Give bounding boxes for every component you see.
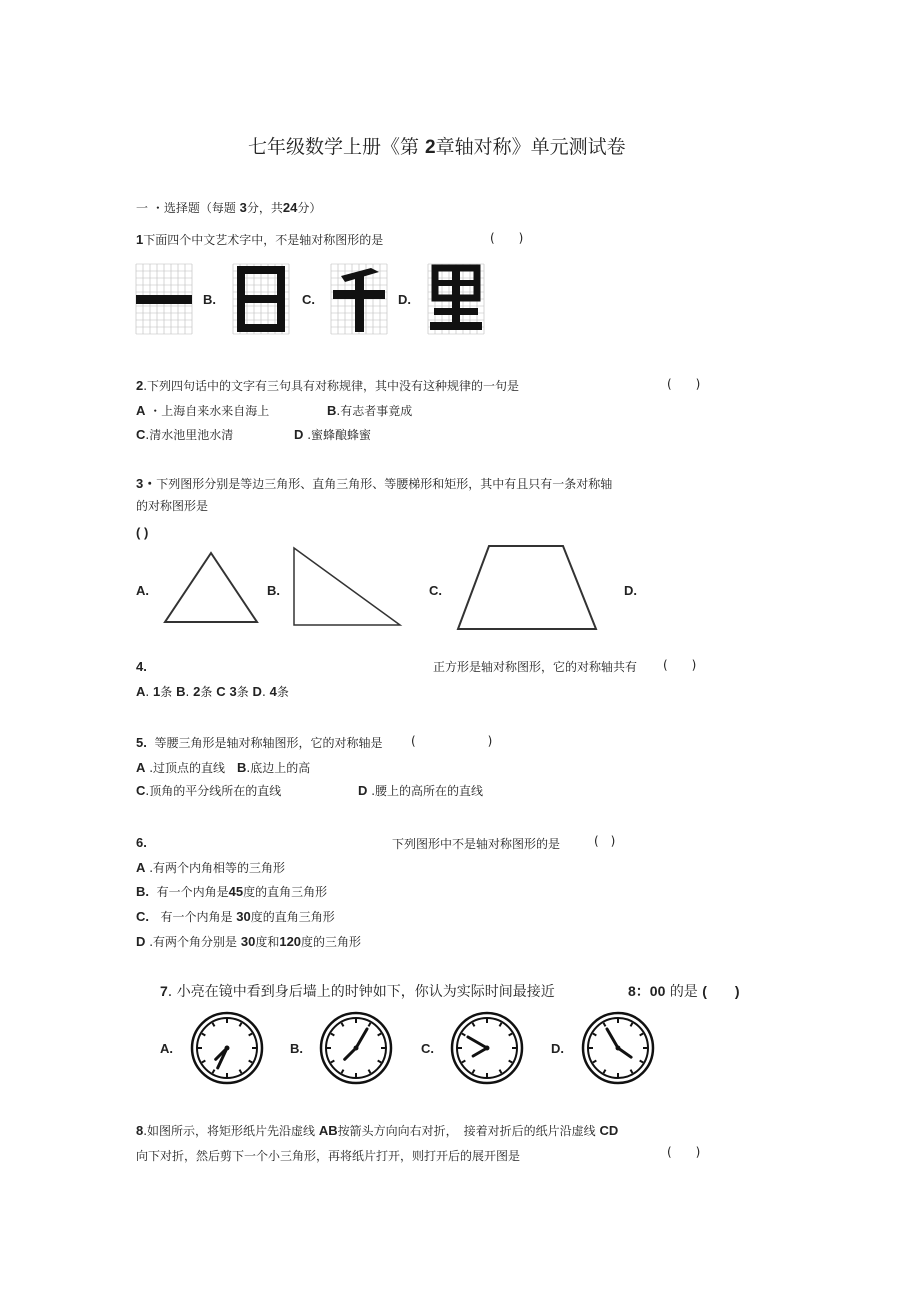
option-letter: C (136, 427, 146, 442)
question-5 (136, 735, 383, 751)
option-letter: C (216, 684, 226, 699)
answer-paren: ( ) (594, 834, 616, 848)
option-letter: C (136, 783, 146, 798)
option-letter: A (136, 760, 146, 775)
label-ab: AB (318, 1123, 338, 1138)
question-number: 1 (136, 232, 144, 247)
option-text: 有一个内角是 (160, 910, 237, 924)
option-text: .有两个角分别是 (149, 935, 241, 949)
glyph-stroke (241, 295, 281, 303)
section-total: 24 (282, 200, 298, 215)
q1-char-grid-c (331, 264, 387, 334)
option-letter: A (136, 860, 146, 875)
option-label: A. (136, 583, 149, 598)
section-text: 分） (297, 201, 322, 215)
option-text: .蜜蜂酿蜂蜜 (307, 428, 372, 442)
option-text: . (261, 685, 266, 699)
option-letter: B (176, 684, 186, 699)
option-letter: B (327, 403, 337, 418)
answer-paren: ( ) (702, 983, 740, 999)
right-triangle-shape (290, 545, 405, 630)
question-number: 8 (136, 1123, 144, 1138)
clock-center-dot (354, 1046, 359, 1051)
clock-center-dot (225, 1046, 230, 1051)
clock-a (190, 1011, 264, 1085)
option-text: 度的三角形 (301, 935, 362, 949)
question-3 (136, 476, 612, 492)
clock-center-dot (616, 1046, 621, 1051)
answer-paren: ( ) (411, 734, 493, 748)
question-text: 下面四个中文艺术字中，不是轴对称图形的是 (143, 233, 384, 247)
option-text: .清水池里池水清 (145, 428, 234, 442)
answer-paren: ( ) (667, 377, 701, 391)
option-letter: D (136, 934, 146, 949)
question-number: 6. (136, 835, 147, 850)
question-7 (160, 981, 555, 1001)
section-score: 3 (239, 200, 247, 215)
option-label: A. (160, 1041, 173, 1056)
option-text: 度和 (255, 935, 280, 949)
question-text: .如图所示，将矩形纸片先沿虚线 (143, 1124, 319, 1138)
option-text: ・上海自来水来自海上 (149, 404, 270, 418)
clock-c (450, 1011, 524, 1085)
question-text: .下列四句话中的文字有三句具有对称规律，其中没有这种规律的一句是 (143, 379, 520, 393)
option-value: 45 (228, 884, 244, 899)
isosceles-trapezoid-shape (455, 542, 600, 634)
option-b (327, 403, 412, 419)
option-a (136, 403, 269, 419)
option-text: . (145, 685, 150, 699)
glyph-stroke (434, 308, 478, 315)
question-text: . 小亮在镜中看到身后墙上的时钟如下，你认为实际时间最接近 (167, 984, 555, 1000)
option-c (136, 783, 281, 799)
option-value: 4 (269, 684, 277, 699)
title-chapter-number: 2 (425, 137, 436, 158)
question-8 (136, 1123, 618, 1139)
glyph-stroke (452, 268, 460, 328)
option-text: .过顶点的直线 (149, 761, 226, 775)
clock-center-dot (485, 1046, 490, 1051)
section-header (136, 200, 321, 216)
question-text: 的是 (669, 984, 698, 1000)
option-text: .腰上的高所在的直线 (371, 784, 484, 798)
question-1 (136, 232, 383, 248)
option-text: 度的直角三角形 (250, 910, 335, 924)
option-value: 3 (229, 684, 237, 699)
question-number: 4. (136, 659, 147, 674)
option-a (136, 760, 225, 776)
q1-char-grid-d (428, 264, 484, 334)
answer-paren: ( ) (663, 658, 697, 672)
option-letter: D (358, 783, 368, 798)
question-text: 等腰三角形是轴对称轴图形，它的对称轴是 (154, 736, 383, 750)
option-label: B. (267, 583, 280, 598)
clock-b (319, 1011, 393, 1085)
clock-d (581, 1011, 655, 1085)
glyph-stroke (136, 295, 192, 304)
option-label: C. (429, 583, 442, 598)
q7-time (628, 981, 740, 1001)
option-text: .底边上的高 (246, 761, 311, 775)
option-text: .有志者事竟成 (336, 404, 413, 418)
option-label: C. (421, 1041, 434, 1056)
option-text: 条 (276, 685, 289, 699)
title-suffix: 章轴对称》单元测试卷 (435, 136, 626, 158)
q1-char-grid-b (233, 264, 289, 334)
option-letter: D (294, 427, 304, 442)
option-d (294, 427, 371, 443)
option-a (136, 860, 285, 876)
option-d (136, 934, 361, 950)
question-number: 3・ (136, 476, 157, 491)
question-2 (136, 378, 519, 394)
title-prefix: 七年级数学上册《第 (248, 136, 426, 158)
option-b (136, 884, 327, 900)
equilateral-triangle-shape (160, 550, 260, 626)
section-text: 一 ・选择题（每题 (136, 201, 240, 215)
option-text: 有一个内角是 (156, 885, 229, 899)
question-number: 5. (136, 735, 147, 750)
question-text-line2: 向下对折，然后剪下一个小三角形，再将纸片打开，则打开后的展开图是 (136, 1149, 521, 1163)
label-cd: CD (599, 1123, 619, 1138)
option-label: B. (290, 1041, 303, 1056)
option-text: 度的直角三角形 (243, 885, 328, 899)
question-text-line2: 的对称图形是 (136, 499, 209, 513)
option-letter: B (237, 760, 247, 775)
answer-paren: ( ) (136, 525, 149, 540)
option-value: 30 (236, 909, 251, 924)
page-title (248, 132, 626, 159)
option-c (136, 909, 335, 925)
question-number: 2 (136, 378, 144, 393)
option-value: 30 (240, 934, 256, 949)
option-label: D. (624, 583, 637, 598)
option-value: 2 (193, 684, 201, 699)
option-value: 1 (153, 684, 161, 699)
option-text: 条 (200, 685, 213, 699)
option-text: .有两个内角相等的三角形 (149, 861, 286, 875)
option-label: D. (551, 1041, 564, 1056)
answer-paren: ( ) (667, 1145, 701, 1159)
option-b (237, 760, 310, 776)
option-letter: B. (136, 884, 149, 899)
glyph-stroke (355, 276, 364, 332)
target-time: 8：00 (628, 983, 666, 999)
section-text: 分，共 (246, 201, 283, 215)
option-letter: A (136, 684, 146, 699)
question-text: 下列图形分别是等边三角形、直角三角形、等腰梯形和矩形，其中有且只有一条对称轴 (156, 477, 613, 491)
option-c (136, 427, 233, 443)
option-text: 条 (236, 685, 249, 699)
q1-char-grid-a (136, 264, 192, 334)
q4-options (136, 684, 289, 700)
option-label: C. (302, 292, 315, 307)
option-text: . (185, 685, 190, 699)
option-letter: D (252, 684, 262, 699)
question-text: 正方形是轴对称图形，它的对称轴共有 (433, 660, 638, 674)
option-letter: A (136, 403, 146, 418)
option-label: D. (398, 292, 411, 307)
option-d (358, 783, 483, 799)
option-value: 120 (279, 934, 302, 949)
question-number: 7 (160, 983, 168, 999)
question-text: 按箭头方向向右对折， 接着对折后的纸片沿虚线 (337, 1124, 600, 1138)
option-letter: C. (136, 909, 149, 924)
question-text: 下列图形中不是轴对称图形的是 (392, 837, 561, 851)
option-text: .顶角的平分线所在的直线 (145, 784, 282, 798)
option-label: B. (203, 292, 216, 307)
answer-paren: ( ) (490, 231, 524, 245)
glyph-stroke (430, 322, 482, 330)
option-text: 条 (160, 685, 173, 699)
